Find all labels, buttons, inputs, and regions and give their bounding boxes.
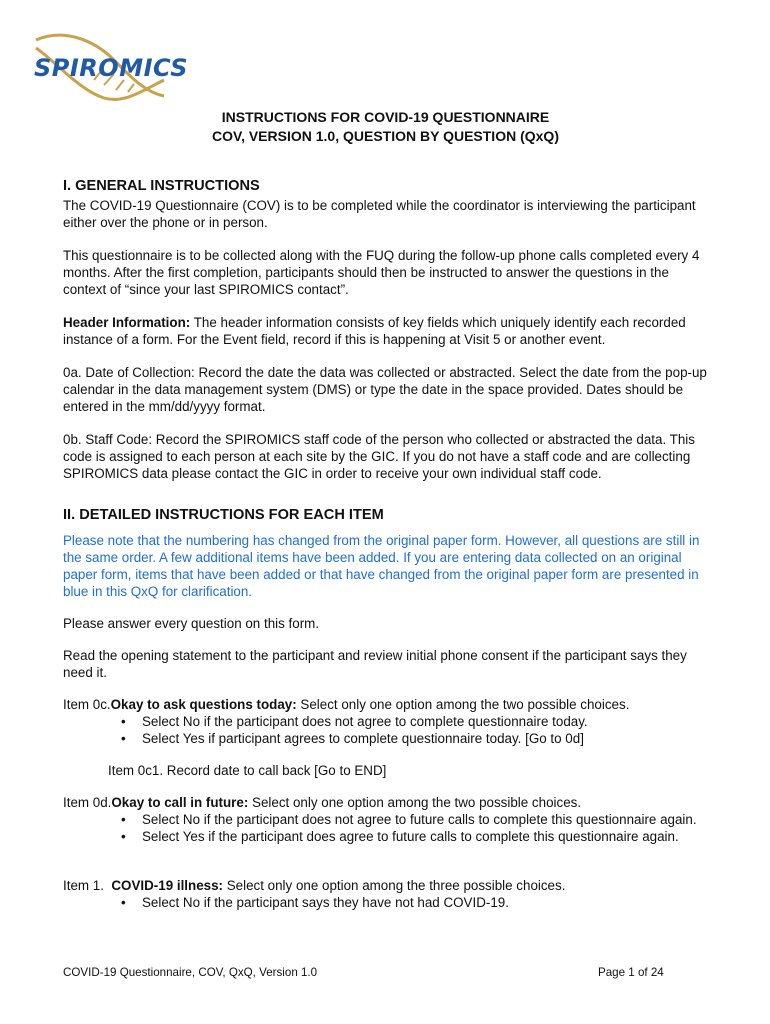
- item-1: [63, 877, 708, 894]
- list-item: • Select No if the participant does not agree to future calls to complete this questionnaire again.: [63, 811, 708, 828]
- item-0c1: Item 0c1. Record date to call back [Go to END]: [108, 763, 387, 778]
- collection-paragraph: This questionnaire is to be collected along with the FUQ during the follow-up phone calls completed every 4 months. After the first completion, participants should then be instructed to answer the questions in the context of “since your last SPIROMICS contact”.: [63, 248, 700, 297]
- header-information-text: The header information consists of key fields which uniquely identify each recorded instance of a form. For the Event field, record if this is happening at Visit 5 or another event.: [63, 315, 686, 347]
- logo-text: SPIROMICS: [34, 54, 189, 82]
- item-0c-text: Select only one option among the two possible choices.: [296, 697, 630, 712]
- opening-statement-paragraph: Read the opening statement to the participant and review initial phone consent if the participant says they need it.: [63, 648, 687, 680]
- title-line-1: INSTRUCTIONS FOR COVID-19 QUESTIONNAIRE: [221, 109, 550, 125]
- item-0d: [63, 794, 708, 811]
- item-1-options: [63, 894, 708, 911]
- item-0d-options: [63, 811, 708, 845]
- section-2-heading: II. DETAILED INSTRUCTIONS FOR EACH ITEM: [63, 507, 384, 523]
- item-0d-prefix: Item 0d.: [63, 795, 112, 810]
- spiromics-logo: [24, 30, 189, 110]
- item-0c-prefix: Item 0c.: [63, 697, 111, 712]
- item-0c-label: Okay to ask questions today:: [110, 697, 297, 712]
- staff-code-paragraph: 0b. Staff Code: Record the SPIROMICS staff code of the person who collected or abstracted the data. This code is assigned to each person at each site by the GIC. If you do not have a staff code and are collecting SPIROMICS data please contact the GIC in order to receive your own individual staff code.: [63, 432, 695, 481]
- list-item: • Select Yes if participant agrees to complete questionnaire today. [Go to 0d]: [63, 730, 708, 747]
- header-information-paragraph: [63, 314, 708, 348]
- date-of-collection-paragraph: 0a. Date of Collection: Record the date the data was collected or abstracted. Select the date from the pop-up calendar in the data management system (DMS) or type the date in the space provided. Dates should be entered in the mm/dd/yyyy format.: [63, 365, 707, 414]
- footer-page-number: Page 1 of 24: [598, 966, 664, 979]
- item-0d-label: Okay to call in future:: [111, 795, 249, 810]
- item-1-label: COVID-19 illness:: [111, 878, 223, 893]
- header-information-label: Header Information:: [63, 315, 191, 330]
- section-1-heading: I. GENERAL INSTRUCTIONS: [63, 178, 260, 194]
- footer-document-name: COVID-19 Questionnaire, COV, QxQ, Version 1.0: [63, 966, 318, 979]
- list-item: • Select No if the participant does not agree to complete questionnaire today.: [63, 713, 708, 730]
- item-0c: [63, 696, 708, 713]
- general-instructions-paragraph: The COVID-19 Questionnaire (COV) is to be completed while the coordinator is interviewing the participant either over the phone or in person.: [63, 198, 696, 230]
- document-page: [63, 108, 708, 911]
- title-line-2: COV, VERSION 1.0, QUESTION BY QUESTION (QxQ): [212, 128, 559, 144]
- document-title: [63, 108, 708, 146]
- answer-every-question: Please answer every question on this form.: [63, 616, 320, 631]
- numbering-note: Please note that the numbering has changed from the original paper form. However, all questions are still in the same order. A few additional items have been added. If you are entering data collected on an original paper form, items that have been added or that have changed from the original paper form are presented in blue in this QxQ for clarification.: [63, 533, 700, 599]
- list-item: • Select No if the participant says they have not had COVID-19.: [63, 894, 708, 911]
- item-1-prefix: Item 1.: [63, 878, 112, 893]
- item-0d-text: Select only one option among the two possible choices.: [248, 795, 582, 810]
- item-1-text: Select only one option among the three possible choices.: [223, 878, 566, 893]
- list-item: • Select Yes if the participant does agree to future calls to complete this questionnaire again.: [63, 828, 708, 845]
- item-0c-options: [63, 713, 708, 747]
